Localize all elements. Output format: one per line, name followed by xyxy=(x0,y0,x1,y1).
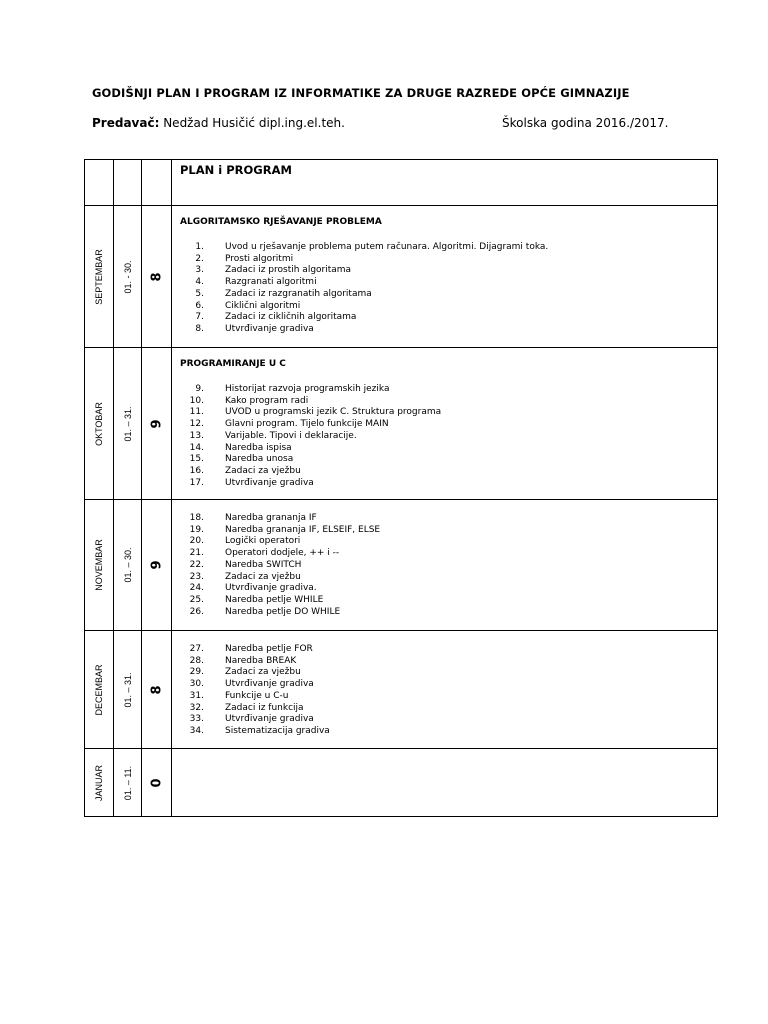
table-row xyxy=(85,499,717,630)
list-item xyxy=(180,607,717,619)
list-item xyxy=(180,419,717,431)
item-number: 1. xyxy=(195,242,204,252)
item-number: 19. xyxy=(189,524,204,535)
list-item xyxy=(180,513,717,525)
hours-cell xyxy=(142,348,172,499)
lecturer-label: Predavač: xyxy=(92,116,160,130)
hours-cell xyxy=(142,631,172,748)
month-cell xyxy=(85,348,114,499)
list-item xyxy=(180,560,717,572)
item-text: Naredba petlje DO WHILE xyxy=(225,606,341,617)
item-text: Zadaci iz prostih algoritama xyxy=(225,265,352,276)
item-number: 17. xyxy=(189,477,204,488)
item-text: Naredba unosa xyxy=(225,454,294,465)
item-number: 14. xyxy=(189,442,204,453)
days-cell xyxy=(114,631,142,748)
item-text: Naredba ispisa xyxy=(225,442,292,453)
hours-label: 8 xyxy=(149,684,164,695)
item-text: Naredba grananja IF, ELSEIF, ELSE xyxy=(225,524,381,535)
list-item xyxy=(180,312,717,324)
content-cell xyxy=(172,348,717,499)
item-text: Naredba SWITCH xyxy=(225,559,302,570)
list-item xyxy=(180,583,717,595)
item-number: 31. xyxy=(189,690,204,701)
item-number: 2. xyxy=(195,253,204,264)
content-cell xyxy=(172,749,717,816)
lecturer-name: Nedžad Husičić dipl.ing.el.teh. xyxy=(163,116,345,130)
list-item xyxy=(180,679,717,691)
list-item xyxy=(180,454,717,466)
list-item xyxy=(180,324,717,336)
month-cell xyxy=(85,631,114,748)
item-text: Logički operatori xyxy=(225,536,301,547)
item-text: Utvrđivanje gradiva. xyxy=(225,583,317,594)
section-title: ALGORITAMSKO RJEŠAVANJE PROBLEMA xyxy=(180,217,382,227)
item-text: Varijable. Tipovi i deklaracije. xyxy=(225,430,357,441)
table-row xyxy=(85,205,717,347)
item-number: 30. xyxy=(189,679,204,690)
list-item xyxy=(180,667,717,679)
list-item xyxy=(180,726,717,738)
plan-heading: PLAN i PROGRAM xyxy=(180,163,292,177)
list-item xyxy=(180,396,717,408)
item-number: 18. xyxy=(189,513,204,523)
item-text: Operatori dodjele, ++ i -- xyxy=(225,548,340,559)
item-text: Sistematizacija gradiva xyxy=(225,725,330,736)
item-text: Historijat razvoja programskih jezika xyxy=(225,384,390,394)
list-item xyxy=(180,242,717,254)
item-text: Zadaci iz cikličnih algoritama xyxy=(225,312,357,323)
hours-header-cell xyxy=(142,160,172,205)
list-item xyxy=(180,691,717,703)
table-row xyxy=(85,347,717,499)
item-number: 6. xyxy=(195,300,204,311)
table-row xyxy=(85,630,717,748)
item-text: Glavni program. Tijelo funkcije MAIN xyxy=(225,419,389,430)
item-number: 27. xyxy=(189,644,204,654)
item-number: 12. xyxy=(189,419,204,430)
item-text: Naredba grananja IF xyxy=(225,513,317,523)
item-number: 24. xyxy=(189,583,204,594)
item-text: Utvrđivanje gradiva xyxy=(225,323,314,334)
item-number: 11. xyxy=(189,407,204,418)
month-label: OKTOBAR xyxy=(94,401,104,446)
item-text: Naredba BREAK xyxy=(225,655,297,666)
days-label: 01. – 11. xyxy=(122,765,133,800)
list-item xyxy=(180,595,717,607)
list-item xyxy=(180,277,717,289)
month-cell xyxy=(85,500,114,630)
topic-list xyxy=(180,384,717,489)
hours-cell xyxy=(142,206,172,347)
item-number: 32. xyxy=(189,702,204,713)
item-text: Prosti algoritmi xyxy=(225,253,294,264)
list-item xyxy=(180,384,717,396)
month-cell xyxy=(85,749,114,816)
item-number: 5. xyxy=(195,288,204,299)
item-number: 8. xyxy=(195,323,204,334)
item-text: Razgranati algoritmi xyxy=(225,277,317,288)
days-label: 01. – 31. xyxy=(122,405,133,442)
item-text: Utvrđivanje gradiva xyxy=(225,714,314,725)
item-number: 16. xyxy=(189,465,204,476)
hours-label: 9 xyxy=(149,418,164,429)
item-text: Ciklični algoritmi xyxy=(225,300,301,311)
item-number: 15. xyxy=(189,454,204,465)
item-text: Uvod u rješavanje problema putem računara. Algoritmi. Dijagrami toka. xyxy=(225,242,549,252)
list-item xyxy=(180,301,717,313)
list-item xyxy=(180,431,717,443)
item-number: 22. xyxy=(189,559,204,570)
month-header-cell xyxy=(85,160,114,205)
month-label: SEPTEMBAR xyxy=(94,248,104,305)
hours-cell xyxy=(142,749,172,816)
item-number: 34. xyxy=(189,725,204,736)
document-title: GODIŠNJI PLAN I PROGRAM IZ INFORMATIKE ZA DRUGE RAZREDE OPĆE GIMNAZIJE xyxy=(92,86,630,100)
item-number: 21. xyxy=(189,548,204,559)
table-header-row xyxy=(85,160,717,205)
list-item xyxy=(180,478,717,490)
list-item xyxy=(180,548,717,560)
item-number: 7. xyxy=(195,312,204,323)
school-year: Školska godina 2016./2017. xyxy=(502,116,669,130)
item-text: Zadaci za vježbu xyxy=(225,667,301,678)
item-text: Kako program radi xyxy=(225,395,309,406)
days-cell xyxy=(114,206,142,347)
content-cell xyxy=(172,631,717,748)
days-label: 01. – 30. xyxy=(122,547,133,583)
list-item xyxy=(180,525,717,537)
list-item xyxy=(180,714,717,726)
days-header-cell xyxy=(114,160,142,205)
month-cell xyxy=(85,206,114,347)
plan-header-cell xyxy=(172,160,717,205)
topic-list xyxy=(180,242,717,336)
item-number: 25. xyxy=(189,594,204,605)
content-cell xyxy=(172,500,717,630)
item-number: 10. xyxy=(189,395,204,406)
item-text: UVOD u programski jezik C. Struktura programa xyxy=(225,407,442,418)
section-title: PROGRAMIRANJE U C xyxy=(180,359,286,369)
list-item xyxy=(180,644,717,656)
month-label: JANUAR xyxy=(94,764,104,801)
list-item xyxy=(180,265,717,277)
item-number: 29. xyxy=(189,667,204,678)
list-item xyxy=(180,407,717,419)
days-cell xyxy=(114,500,142,630)
topic-list xyxy=(180,644,717,738)
days-label: 01. – 31. xyxy=(122,671,133,708)
list-item xyxy=(180,466,717,478)
hours-label: 0 xyxy=(149,777,164,788)
month-label: DECEMBAR xyxy=(94,663,104,716)
item-text: Naredba petlje FOR xyxy=(225,644,313,654)
topic-list xyxy=(180,513,717,618)
list-item xyxy=(180,289,717,301)
days-label: 01. - 30. xyxy=(122,259,133,294)
item-text: Zadaci za vježbu xyxy=(225,571,301,582)
item-number: 28. xyxy=(189,655,204,666)
item-number: 4. xyxy=(195,277,204,288)
item-number: 9. xyxy=(195,384,204,394)
list-item xyxy=(180,572,717,584)
item-number: 13. xyxy=(189,430,204,441)
list-item xyxy=(180,443,717,455)
item-text: Utvrđivanje gradiva xyxy=(225,679,314,690)
item-text: Zadaci iz razgranatih algoritama xyxy=(225,288,372,299)
list-item xyxy=(180,536,717,548)
item-number: 23. xyxy=(189,571,204,582)
list-item xyxy=(180,656,717,668)
item-number: 3. xyxy=(195,265,204,276)
content-cell xyxy=(172,206,717,347)
item-number: 26. xyxy=(189,606,204,617)
days-cell xyxy=(114,348,142,499)
lecturer-line xyxy=(92,116,345,130)
plan-table xyxy=(84,159,718,817)
days-cell xyxy=(114,749,142,816)
list-item xyxy=(180,254,717,266)
item-number: 33. xyxy=(189,714,204,725)
hours-label: 9 xyxy=(149,560,164,570)
hours-cell xyxy=(142,500,172,630)
item-text: Zadaci iz funkcija xyxy=(225,702,304,713)
item-text: Zadaci za vježbu xyxy=(225,465,301,476)
list-item xyxy=(180,703,717,715)
table-row xyxy=(85,748,717,816)
hours-label: 8 xyxy=(149,271,164,282)
item-text: Naredba petlje WHILE xyxy=(225,594,324,605)
item-text: Funkcije u C-u xyxy=(225,690,289,701)
month-label: NOVEMBAR xyxy=(94,539,104,591)
item-text: Utvrđivanje gradiva xyxy=(225,477,314,488)
item-number: 20. xyxy=(189,536,204,547)
